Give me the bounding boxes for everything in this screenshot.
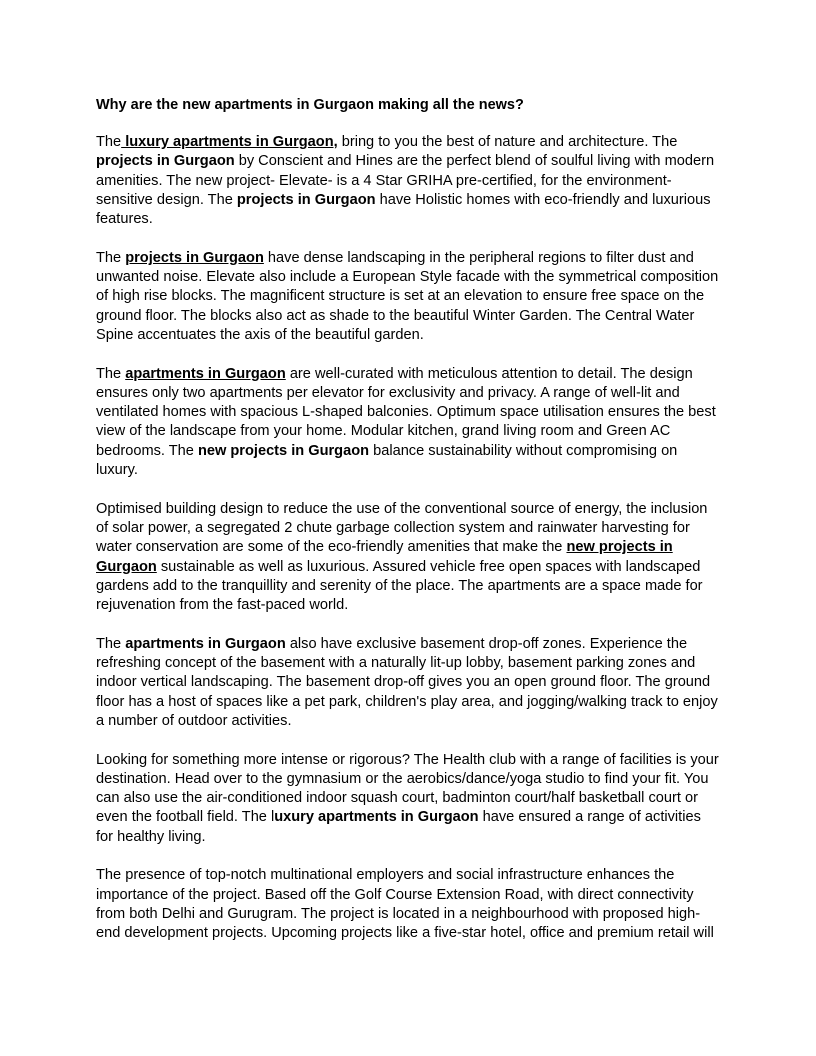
- luxury-apartments-link[interactable]: luxury apartments in Gurgaon,: [121, 134, 338, 150]
- projects-in-gurgaon-link[interactable]: projects in Gurgaon: [125, 249, 264, 266]
- text-run: The: [96, 249, 126, 266]
- text-run: The: [96, 365, 126, 382]
- text-run: by Conscient and Hines are the perfect blend of soulful living with modern amenities. The new project- Elevate- is a 4 Star GRIHA pre-certified, for the environment-sensitive design. The: [96, 153, 715, 208]
- text-run: are well-curated with meticulous attention to detail. The design ensures only two apartments per elevator for exclusivity and privacy. A range of well-lit and ventilated homes with spacious L-shaped balconies. Optimum space utilisation ensures the best view of the landscape from your home. Modular kitchen, grand living room and Green AC bedrooms. The: [96, 365, 716, 459]
- document-title: Why are the new apartments in Gurgaon making all the news?: [96, 97, 524, 113]
- paragraph-eco-friendly: [96, 500, 720, 616]
- text-run: have Holistic homes with eco-friendly and luxurious features.: [96, 191, 711, 228]
- document-page: [96, 96, 720, 963]
- bold-phrase: projects in Gurgaon: [236, 191, 376, 208]
- text-run: The: [96, 635, 126, 652]
- paragraph-design: [96, 365, 720, 481]
- text-run: have dense landscaping in the peripheral regions to filter dust and unwanted noise. Elevate also include a European Style facade with the symmetrical composition of high rise blocks. The magnificent structure is set at an elevation to ensure free space on the ground floor. The blocks also act as shade to the beautiful Winter Garden. The Central Water Spine accentuates the axis of the beautiful garden.: [96, 249, 719, 343]
- text-run: sustainable as well as luxurious. Assured vehicle free open spaces with landscaped gardens add to the tranquillity and serenity of the place. The apartments are a space made for rejuvenation from the fast-paced world.: [96, 558, 703, 614]
- text-run: The: [96, 134, 122, 150]
- paragraph-health-club: [96, 751, 720, 847]
- paragraph-landscaping: [96, 249, 720, 345]
- paragraph-basement: [96, 635, 720, 731]
- bold-phrase: uxury apartments in Gurgaon: [274, 809, 479, 826]
- bold-phrase: new projects in Gurgaon: [197, 442, 370, 459]
- text-run: Looking for something more intense or rigorous? The Health club with a range of facilities is your destination. Head over to the gymnasium or the aerobics/dance/yoga studio to find your fit. You can also use the air-conditioned indoor squash court, badminton court/half basketball court or even the football field. The l: [96, 751, 719, 826]
- text-run: balance sustainability without compromising on luxury.: [96, 442, 678, 479]
- apartments-in-gurgaon-link[interactable]: apartments in Gurgaon: [125, 365, 286, 382]
- text-run: have ensured a range of activities for healthy living.: [96, 809, 701, 845]
- text-run: bring to you the best of nature and architecture. The: [337, 134, 678, 150]
- text-run: Optimised building design to reduce the use of the conventional source of energy, the inclusion of solar power, a segregated 2 chute garbage collection system and rainwater harvesting for water conservation are some of the eco-friendly amenities that make the: [96, 500, 708, 556]
- new-projects-link[interactable]: new projects in Gurgaon: [96, 539, 673, 575]
- bold-phrase: apartments in Gurgaon: [125, 635, 286, 652]
- paragraph-intro: [96, 133, 720, 229]
- text-run: also have exclusive basement drop-off zones. Experience the refreshing concept of the basement with a naturally lit-up lobby, basement parking zones and indoor vertical landscaping. The basement drop-off gives you an open ground floor. The ground floor has a host of spaces like a pet park, children's play area, and jogging/walking track to enjoy a number of outdoor activities.: [96, 635, 718, 729]
- bold-phrase: projects in Gurgaon: [96, 153, 235, 170]
- text-run: The presence of top-notch multinational employers and social infrastructure enhances the importance of the project. Based off the Golf Course Extension Road, with direct connectivity from both Delhi and Gurugram. The project is located in a neighbourhood with proposed high-end development projects. Upcoming projects like a five-star hotel, office and premium retail will: [96, 867, 714, 942]
- paragraph-location: [96, 866, 720, 943]
